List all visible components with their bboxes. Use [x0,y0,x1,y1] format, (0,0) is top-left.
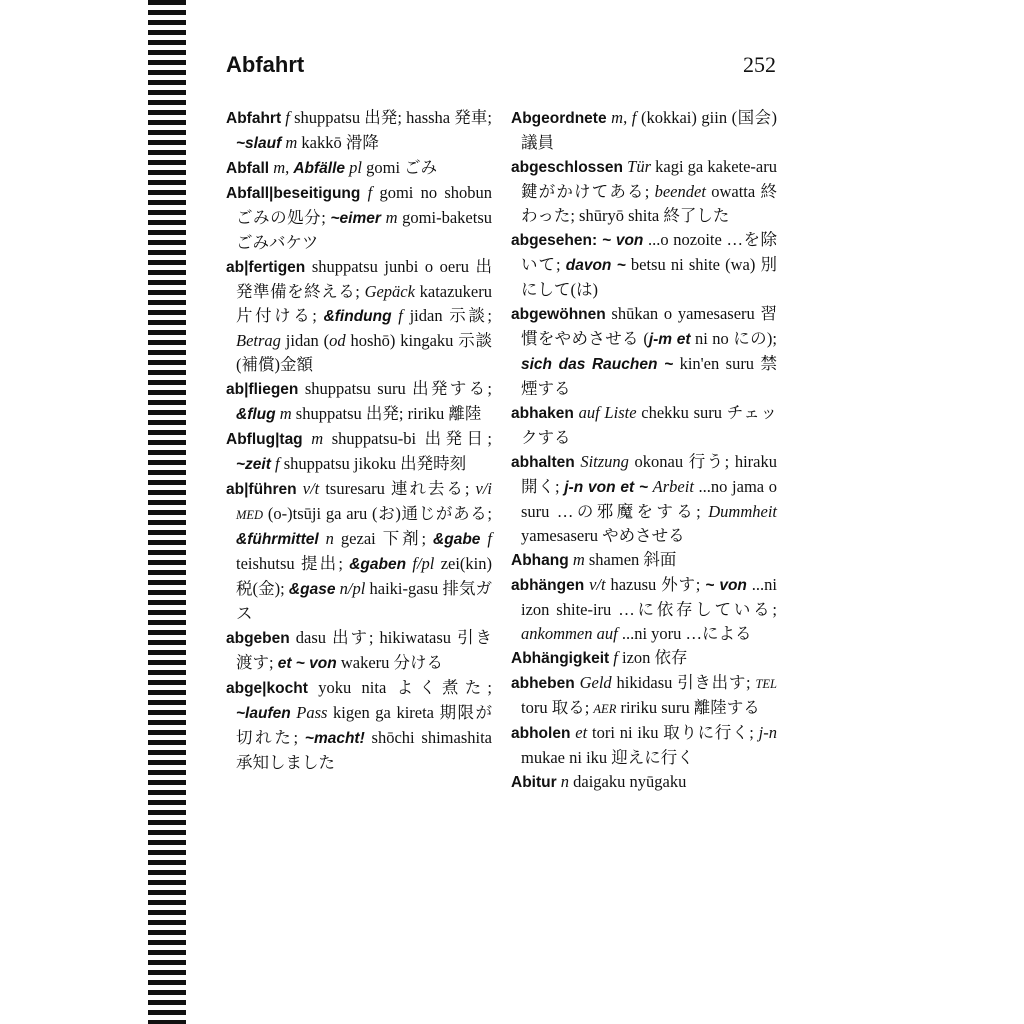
entry-headword: abgeschlossen [511,159,623,176]
entry-definition: yoku nita よく煮た; ~laufen Pass kigen ga kireta 期限が切れた; ~macht! shōchi shimashita 承知しました [236,678,493,772]
dictionary-entry [511,573,777,646]
dictionary-entry [226,626,492,676]
page-number: 252 [743,52,776,77]
dictionary-entry [226,427,492,477]
entry-definition: f shuppatsu 出発; hassha 発車; ~slauf m kakkō 滑降 [236,108,492,152]
entry-headword: abhalten [511,454,575,471]
entry-headword: Abflug|tag [226,431,303,448]
entry-headword: Abfall [226,160,270,177]
dictionary-column-right [511,106,777,795]
dictionary-entry [226,676,492,775]
entry-definition: shuppatsu junbi o oeru 出発準備を終える; Gepäck katazukeru 片付ける; &findung f jidan 示談; Betrag jidan (od hoshō) kingaku 示談(補償)金額 [236,257,493,374]
entry-headword: abhaken [511,405,574,422]
dictionary-entry [226,377,492,427]
entry-headword: Abitur [511,774,557,791]
entry-definition: et tori ni iku 取りに行く; j-n mukae ni iku 迎えに行く [521,723,778,767]
dictionary-entry [511,401,777,450]
dictionary-entry [226,156,492,181]
entry-definition: dasu 出す; hikiwatasu 引き渡す; et ~ von wakeru 分ける [236,628,492,672]
entry-definition: m, f (kokkai) giin (国会)議員 [521,108,778,152]
entry-headword: Abhang [511,552,569,569]
thumb-index-tab [148,0,186,1024]
dictionary-entry [226,181,492,255]
entry-headword: ab|fertigen [226,259,306,276]
entry-definition: f izon 依存 [613,648,688,667]
entry-definition: shūkan o yamesaseru 習慣をやめさせる (j-m et ni no にの); sich das Rauchen ~ kin'en suru 禁煙する [521,304,778,398]
dictionary-column-left [226,106,492,775]
dictionary-entry [511,450,777,548]
entry-definition: auf Liste chekku suru チェックする [521,403,777,447]
dictionary-entry [226,477,492,626]
entry-definition: shuppatsu suru 出発する; &flug m shuppatsu 出発; ririku 離陸 [236,379,492,423]
entry-definition: m shuppatsu-bi 出発日; ~zeit f shuppatsu jikoku 出発時刻 [236,429,492,473]
entry-headword: ab|fliegen [226,381,299,398]
entry-headword: Abgeordnete [511,110,607,127]
entry-headword: Abfall|beseitigung [226,185,361,202]
entry-definition: n daigaku nyūgaku [560,772,687,791]
entry-definition: Tür kagi ga kakete-aru 鍵がかけてある; beendet owatta 終わった; shūryō shita 終了した [521,157,777,225]
entry-definition: f gomi no shobun ごみの処分; ~eimer m gomi-baketsu ごみバケツ [236,183,492,252]
entry-definition: m, Abfälle pl gomi ごみ [273,158,438,177]
entry-headword: abhängen [511,577,585,594]
dictionary-entry [511,721,777,770]
entry-headword: abholen [511,725,571,742]
entry-headword: ab|führen [226,481,297,498]
entry-headword: Abhängigkeit [511,650,610,667]
dictionary-entry [511,106,777,155]
entry-headword: abgesehen: ~ von [511,232,644,249]
dictionary-entry [226,255,492,377]
dictionary-entry [511,770,777,795]
dictionary-entry [226,106,492,156]
entry-headword: abheben [511,675,575,692]
entry-definition: ...o nozoite …を除いて; davon ~ betsu ni shite (wa) 別にして(は) [521,230,777,299]
entry-definition: m shamen 斜面 [572,550,677,569]
entry-headword: abgewöhnen [511,306,606,323]
entry-definition: Geld hikidasu 引き出す; TEL toru 取る; AER ririku suru 離陸する [521,673,778,717]
dictionary-entry [511,228,777,302]
dictionary-entry [511,155,777,228]
entry-headword: abgeben [226,630,290,647]
page-head-word: Abfahrt [226,52,305,77]
entry-headword: abge|kocht [226,680,308,697]
dictionary-entry [511,646,777,671]
entry-definition: v/t tsuresaru 連れ去る; v/i MED (o-)tsūji ga aru (お)通じがある; &führmittel n gezai 下剤; &gabe f teishutsu 提出; &gaben f/pl zei(kin) 税(金); &gase n/pl haiki-gasu 排気ガス [236,479,493,623]
dictionary-entry [511,302,777,401]
entry-definition: Sitzung okonau 行う; hiraku 開く; j-n von et ~ Arbeit ...no jama o suru …の邪魔をする; Dummheit yamesaseru やめさせる [521,452,778,545]
dictionary-entry [511,671,777,721]
entry-headword: Abfahrt [226,110,282,127]
entry-definition: v/t hazusu 外す; ~ von ...ni izon shite-iru …に依存している; ankommen auf ...ni yoru …による [521,575,777,643]
dictionary-entry [511,548,777,573]
